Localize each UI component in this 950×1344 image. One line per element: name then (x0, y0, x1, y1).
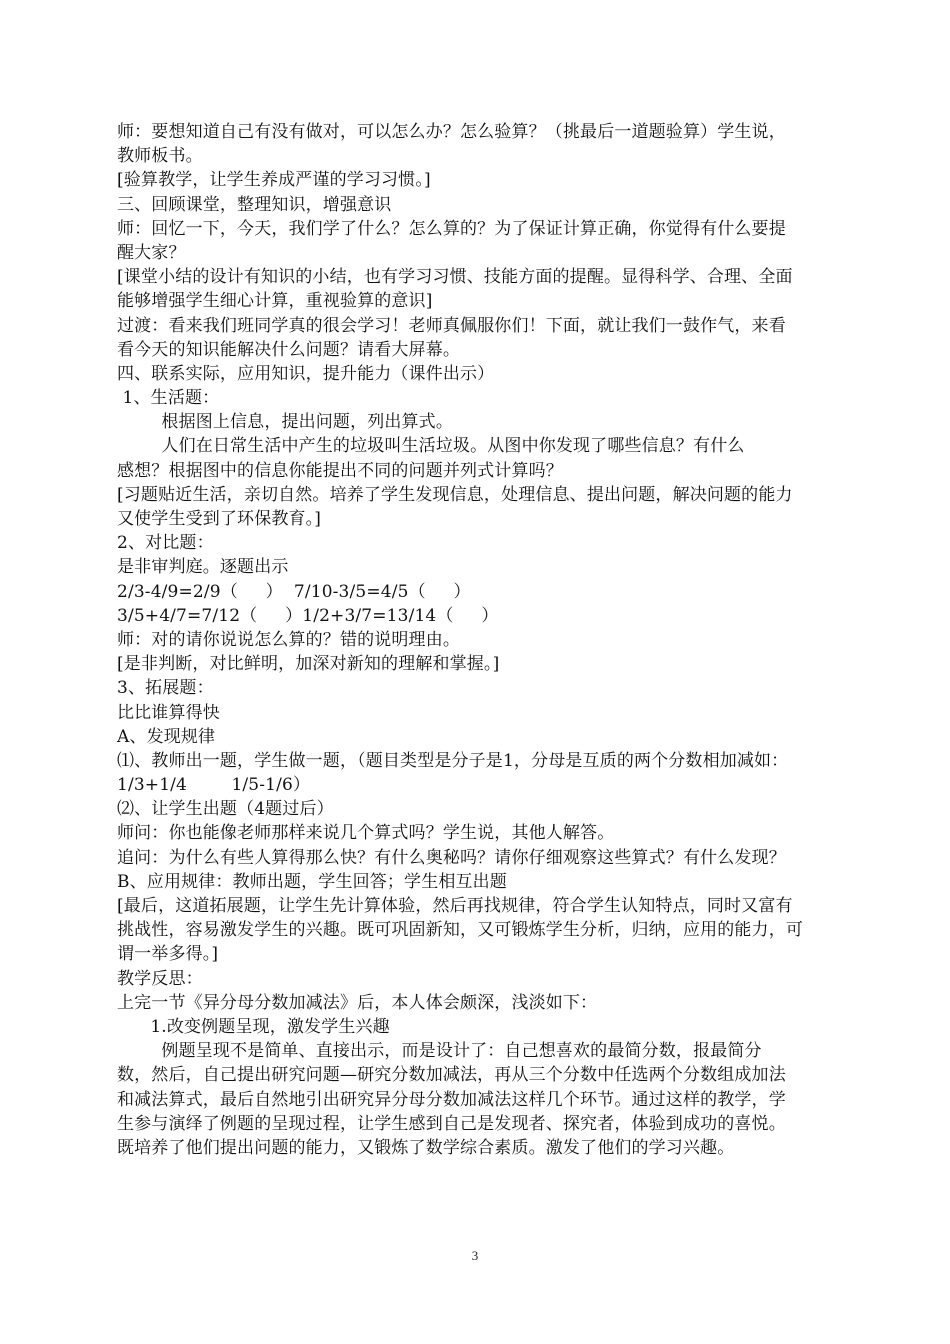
section-heading: 四、联系实际，应用知识，提升能力（课件出示） (117, 363, 495, 384)
text-line: 能够增强学生细心计算，重视验算的意识] (117, 291, 433, 312)
text-line: 比比谁算得快 (117, 702, 220, 723)
text-line: 师：要想知道自己有没有做对，可以怎么办？怎么验算？（挑最后一道题验算）学生说， (117, 122, 786, 142)
text-line: [最后，这道拓展题，让学生先计算体验，然后再找规律，符合学生认知特点，同时又富有 (117, 896, 793, 916)
text-line: 看今天的知识能解决什么问题？请看大屏幕。 (117, 339, 460, 360)
text-line: B、应用规律：教师出题，学生回答；学生相互出题 (117, 871, 507, 892)
text-line: 醒大家？ (117, 242, 186, 263)
text-line: 和减法算式，最后自然地引出研究异分母分数加减法这样几个环节。通过这样的教学，学 (117, 1089, 786, 1110)
text-line: 教师板书。 (117, 146, 203, 167)
page-number: 3 (471, 1248, 479, 1263)
text-line: 挑战性，容易激发学生的兴趣。既可巩固新知，又可锻炼学生分析，归纳，应用的能力，可 (117, 920, 803, 941)
subsection-heading: 1、生活题： (117, 388, 220, 409)
document-body (117, 120, 844, 1160)
subsection-heading: 3、拓展题： (117, 678, 214, 699)
text-line: 过渡：看来我们班同学真的很会学习！老师真佩服你们！下面，就让我们一鼓作气，来看 (117, 315, 786, 336)
text-line: 根据图上信息，提出问题，列出算式。 (117, 412, 453, 433)
text-line: [习题贴近生活，亲切自然。培养了学生发现信息，处理信息、提出问题，解决问题的能力 (117, 484, 793, 505)
text-line: A、发现规律 (117, 726, 216, 747)
text-line: 师：对的请你说说怎么算的？错的说明理由。 (117, 629, 460, 650)
text-line: 生参与演绎了例题的呈现过程，让学生感到自己是发现者、探究者，体验到成功的喜悦。 (117, 1113, 786, 1134)
text-line: 师：回忆一下，今天，我们学了什么？怎么算的？为了保证计算正确，你觉得有什么要提 (117, 218, 786, 239)
text-line: 既培养了他们提出问题的能力，又锻炼了数学综合素质。激发了他们的学习兴趣。 (117, 1137, 735, 1158)
subsection-heading: 2、对比题： (117, 533, 214, 554)
subsection-heading: 1.改变例题呈现，激发学生兴趣 (117, 1016, 390, 1037)
section-heading: 教学反思： (117, 968, 203, 989)
text-line: 例题呈现不是简单、直接出示，而是设计了：自己想喜欢的最简分数，报最简分 (117, 1041, 762, 1062)
equation-line: 1/3+1/4 1/5-1/6） (117, 775, 311, 796)
text-line: 谓一举多得。] (117, 944, 219, 965)
equation-line: 2/3-4/9=2/9（ ） 7/10-3/5=4/5（ ） (117, 581, 471, 602)
text-line: 上完一节《异分母分数加减法》后，本人体会颇深，浅淡如下： (117, 992, 598, 1013)
text-line: 数，然后，自己提出研究问题—研究分数加减法，再从三个分数中任选两个分数组成加法 (117, 1065, 786, 1086)
text-line: 又使学生受到了环保教育。] (117, 509, 322, 529)
text-line: [课堂小结的设计有知识的小结，也有学习习惯、技能方面的提醒。显得科学、合理、全面 (117, 267, 793, 288)
equation-line: 3/5+4/7=7/12（ ）1/2+3/7=13/14（ ） (117, 605, 499, 626)
text-line: 感想？根据图中的信息你能提出不同的问题并列式计算吗？ (117, 460, 563, 481)
text-line: 师问：你也能像老师那样来说几个算式吗？学生说，其他人解答。 (117, 823, 615, 844)
text-line: ⑴、教师出一题，学生做一题，（题目类型是分子是1，分母是互质的两个分数相加减如： (117, 750, 789, 771)
text-line: [是非判断，对比鲜明，加深对新知的理解和掌握。] (117, 654, 500, 675)
text-line: 是非审判庭。逐题出示 (117, 557, 289, 578)
text-line: [验算教学，让学生养成严谨的学习习惯。] (117, 170, 431, 191)
section-heading: 三、回顾课堂，整理知识，增强意识 (117, 194, 392, 215)
text-line: 人们在日常生活中产生的垃圾叫生活垃圾。从图中你发现了哪些信息？有什么 (117, 436, 745, 457)
text-line: ⑵、让学生出题（4题过后） (117, 799, 334, 820)
text-line: 追问：为什么有些人算得那么快？有什么奥秘吗？请你仔细观察这些算式？有什么发现？ (117, 847, 786, 868)
